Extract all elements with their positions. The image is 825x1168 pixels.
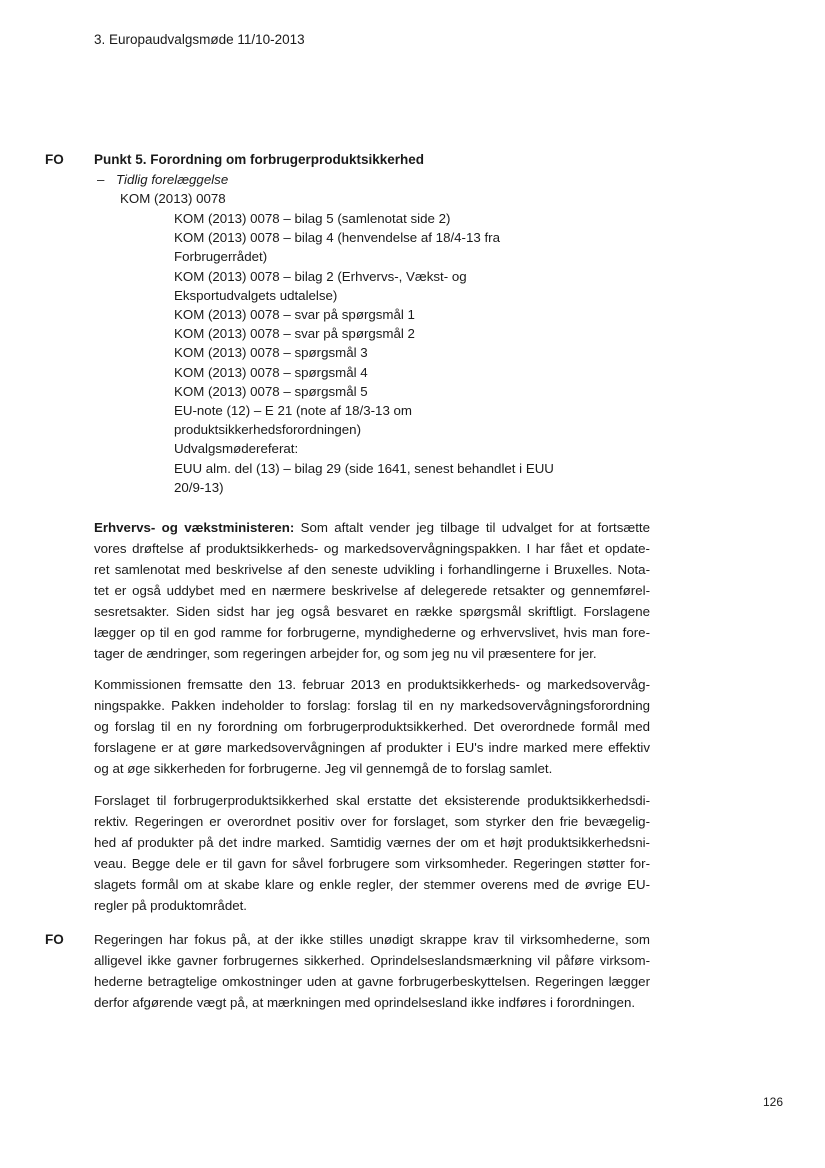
agenda-subtitle — [97, 172, 228, 187]
paragraph-line: rektiv. Regeringen er overordnet positiv over for forslaget, som styrker den frie bevægelig- — [94, 814, 650, 829]
page-number: 126 — [762, 1095, 783, 1109]
kom-reference: KOM (2013) 0078 — [120, 191, 226, 206]
document-list-item: Forbrugerrådet) — [174, 249, 268, 265]
paragraph-line: forslagene er at gøre markedsovervågningen af produkter i EU's indre marked mere effektiv — [94, 740, 650, 755]
paragraph-line: slagets formål om at skabe klare og enkle regler, der stemmer overens med de øvrige EU- — [94, 877, 650, 892]
subtitle-text: Tidlig forelæggelse — [116, 172, 229, 187]
document-list-item: KOM (2013) 0078 – bilag 2 (Erhvervs-, Vækst- og — [174, 268, 467, 284]
document-list-item: EUU alm. del (13) – bilag 29 (side 1641, senest behandlet i EUU — [174, 460, 554, 476]
document-list-item: KOM (2013) 0078 – svar på spørgsmål 2 — [174, 326, 415, 342]
document-header: 3. Europaudvalgsmøde 11/10-2013 — [94, 32, 305, 47]
paragraph-government-focus — [94, 929, 650, 1013]
paragraph-product-safety — [94, 790, 650, 916]
paragraph-line: veau. Begge dele er til gavn for såvel forbrugere som virksomheder. Regeringen støtter for- — [94, 856, 650, 871]
paragraph-line: Som aftalt vender jeg tilbage til udvalget for at fortsætte — [294, 520, 650, 535]
document-list-item: produktsikkerhedsforordningen) — [174, 422, 362, 438]
document-list-item: 20/9-13) — [174, 479, 224, 495]
paragraph-line: Forslaget til forbrugerproduktsikkerhed skal erstatte det eksisterende produktsikkerhedsdi- — [94, 793, 650, 808]
document-list-item: KOM (2013) 0078 – spørgsmål 3 — [174, 345, 368, 361]
paragraph-line: ret samlenotat med beskrivelse af den seneste udvikling i forhandlingerne i Bruxelles. Nota- — [94, 562, 650, 577]
paragraph-line: hed af produkter på det indre marked. Samtidig værnes der om et højt produktsikkerhedsni- — [94, 835, 650, 850]
paragraph-line: tager de ændringer, som regeringen arbejder for, og som jeg nu vil præsentere for jer. — [94, 646, 597, 661]
paragraph-line: regler på produktområdet. — [94, 898, 247, 913]
paragraph-line: og at øge sikkerheden for forbrugerne. Jeg vil gennemgå de to forslag samlet. — [94, 761, 553, 776]
document-list — [174, 209, 594, 497]
document-list-item: KOM (2013) 0078 – bilag 5 (samlenotat side 2) — [174, 211, 451, 226]
document-list-item: KOM (2013) 0078 – spørgsmål 4 — [174, 364, 368, 380]
agenda-item-title: Punkt 5. Forordning om forbrugerproduktsikkerhed — [94, 152, 425, 167]
margin-tag-fo: FO — [45, 152, 64, 167]
speaker-label: Erhvervs- og vækstministeren: — [94, 520, 295, 535]
paragraph-line: hederne betragtelige omkostninger uden at gavne forbrugerbeskyttelsen. Regeringen lægger — [94, 974, 650, 989]
paragraph-line: Regeringen har fokus på, at der ikke stilles unødigt skrappe krav til virksomhederne, som — [94, 932, 650, 947]
paragraph-minister-statement — [94, 517, 650, 664]
paragraph-line: derfor afgørende vægt på, at mærkningen med oprindelsesland ikke indføres i forordningen. — [94, 995, 636, 1010]
paragraph-line: tet er også uddybet med en nærmere beskrivelse af delegerede retsakter og gennemførel- — [94, 583, 650, 598]
margin-tag-fo: FO — [45, 932, 64, 947]
paragraph-commission-proposal — [94, 674, 650, 779]
document-list-item: KOM (2013) 0078 – bilag 4 (henvendelse af 18/4-13 fra — [174, 230, 500, 246]
document-list-item: Eksportudvalgets udtalelse) — [174, 287, 338, 303]
paragraph-line: Kommissionen fremsatte den 13. februar 2013 en produktsikkerheds- og markedsovervåg- — [94, 677, 650, 692]
paragraph-line: sesretsakter. Siden sidst har jeg også besvaret en række spørgsmål skriftligt. Forslagene — [94, 604, 650, 619]
document-list-item: KOM (2013) 0078 – svar på spørgsmål 1 — [174, 307, 415, 323]
document-list-item: Udvalgsmødereferat: — [174, 441, 299, 457]
paragraph-line: ningspakke. Pakken indeholder to forslag: forslag til en ny markedsovervågningsforordning — [94, 698, 650, 713]
paragraph-line: vores drøftelse af produktsikkerheds- og markedsovervågningspakken. I har fået et opdate- — [94, 541, 650, 556]
document-list-item: EU-note (12) – E 21 (note af 18/3-13 om — [174, 403, 413, 419]
paragraph-line: og forslag til en ny forordning om forbrugerproduktsikkerhed. Det overordnede formål med — [94, 719, 650, 734]
document-list-item: KOM (2013) 0078 – spørgsmål 5 — [174, 383, 368, 399]
subtitle-dash: – — [97, 172, 105, 187]
paragraph-line: alligevel ikke gavner forbrugernes sikkerhed. Oprindelseslandsmærkning vil påføre virksom- — [94, 953, 650, 968]
paragraph-line: lægger op til en god ramme for forbrugerne, myndighederne og erhvervslivet, hvis man fore- — [94, 625, 650, 640]
